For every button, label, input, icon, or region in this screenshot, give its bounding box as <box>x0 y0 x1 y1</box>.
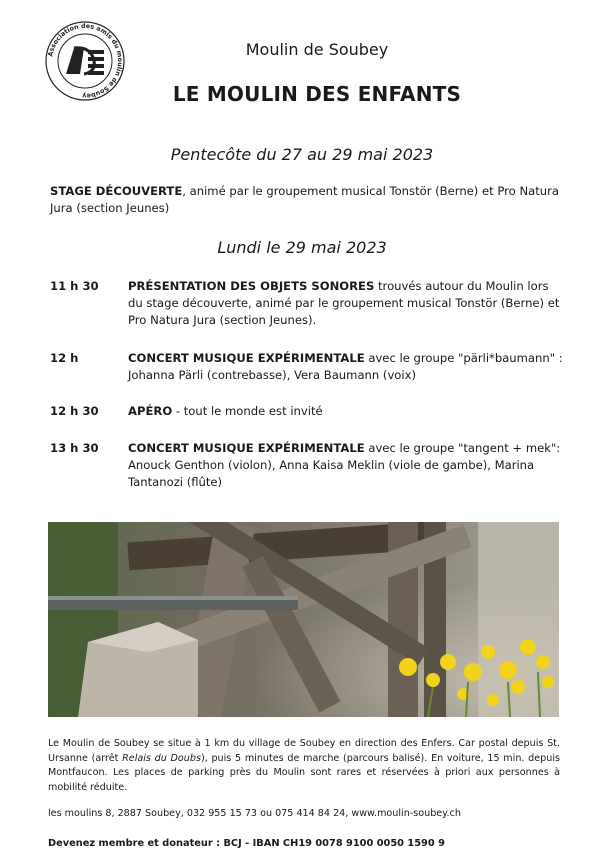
program-item <box>50 350 564 384</box>
stage-text: , animé par le groupement musical Tonstör (Berne) et Pro Natura Jura (section Jeunes) <box>50 184 560 215</box>
contact-address: les moulins 8, 2887 Soubey, 032 955 15 73 ou 075 414 84 24, www.moulin-soubey.ch <box>48 808 461 819</box>
program-time: 13 h 30 <box>50 441 99 455</box>
program-title: APÉRO <box>128 404 173 418</box>
bank-details: Devenez membre et donateur : BCJ - IBAN CH19 0078 9100 0050 1590 9 <box>48 838 445 849</box>
page-title: LE MOULIN DES ENFANTS <box>172 82 462 106</box>
svg-text:Association des amis du moulin: Association des amis du moulin de Soubey <box>46 21 125 101</box>
program-time: 12 h <box>50 351 79 365</box>
program-text: - tout le monde est invité <box>172 404 323 418</box>
program-title: PRÉSENTATION DES OBJETS SONORES <box>128 279 375 293</box>
stage-description <box>50 183 560 217</box>
program-time: 11 h 30 <box>50 279 99 293</box>
program-item <box>50 278 564 329</box>
stage-title: STAGE DÉCOUVERTE <box>50 184 183 198</box>
program-text: trouvés autour du Moulin lors du stage découverte, animé par le groupement musical Tonstör (Berne) et Pro Natura Jura (section Jeunes). <box>128 279 560 327</box>
section-heading-pentecote: Pentecôte du 27 au 29 mai 2023 <box>170 145 434 164</box>
program-text: avec le groupe "tangent + mek": Anouck Genthon (violon), Anna Kaisa Meklin (viole de gambe), Marina Tantanozi (flûte) <box>128 441 561 489</box>
program-title: CONCERT MUSIQUE EXPÉRIMENTALE <box>128 351 365 365</box>
organisation-name: Moulin de Soubey <box>245 40 389 59</box>
section-heading-lundi: Lundi le 29 mai 2023 <box>217 238 387 257</box>
program-time: 12 h 30 <box>50 404 99 418</box>
access-info: Le Moulin de Soubey se situe à 1 km du village de Soubey en direction des Enfers. Car postal depuis St. Ursanne (arrêt Relais du Doubs), puis 5 minutes de marche (parcours balisé). En voiture, 15 min. depuis Montfaucon. Les places de parking près du Moulin sont rares et réservées à priori aux personnes à mobilité réduite. <box>48 738 560 793</box>
bus-stop-name: Relais du Doubs <box>122 752 201 764</box>
program-text: avec le groupe "pärli*baumann" : Johanna Pärli (contrebasse), Vera Baumann (voix) <box>128 351 563 382</box>
program-title: CONCERT MUSIQUE EXPÉRIMENTALE <box>128 441 365 455</box>
program-item <box>50 440 564 491</box>
program-item <box>50 403 564 420</box>
water-wheel-photo <box>48 522 559 717</box>
